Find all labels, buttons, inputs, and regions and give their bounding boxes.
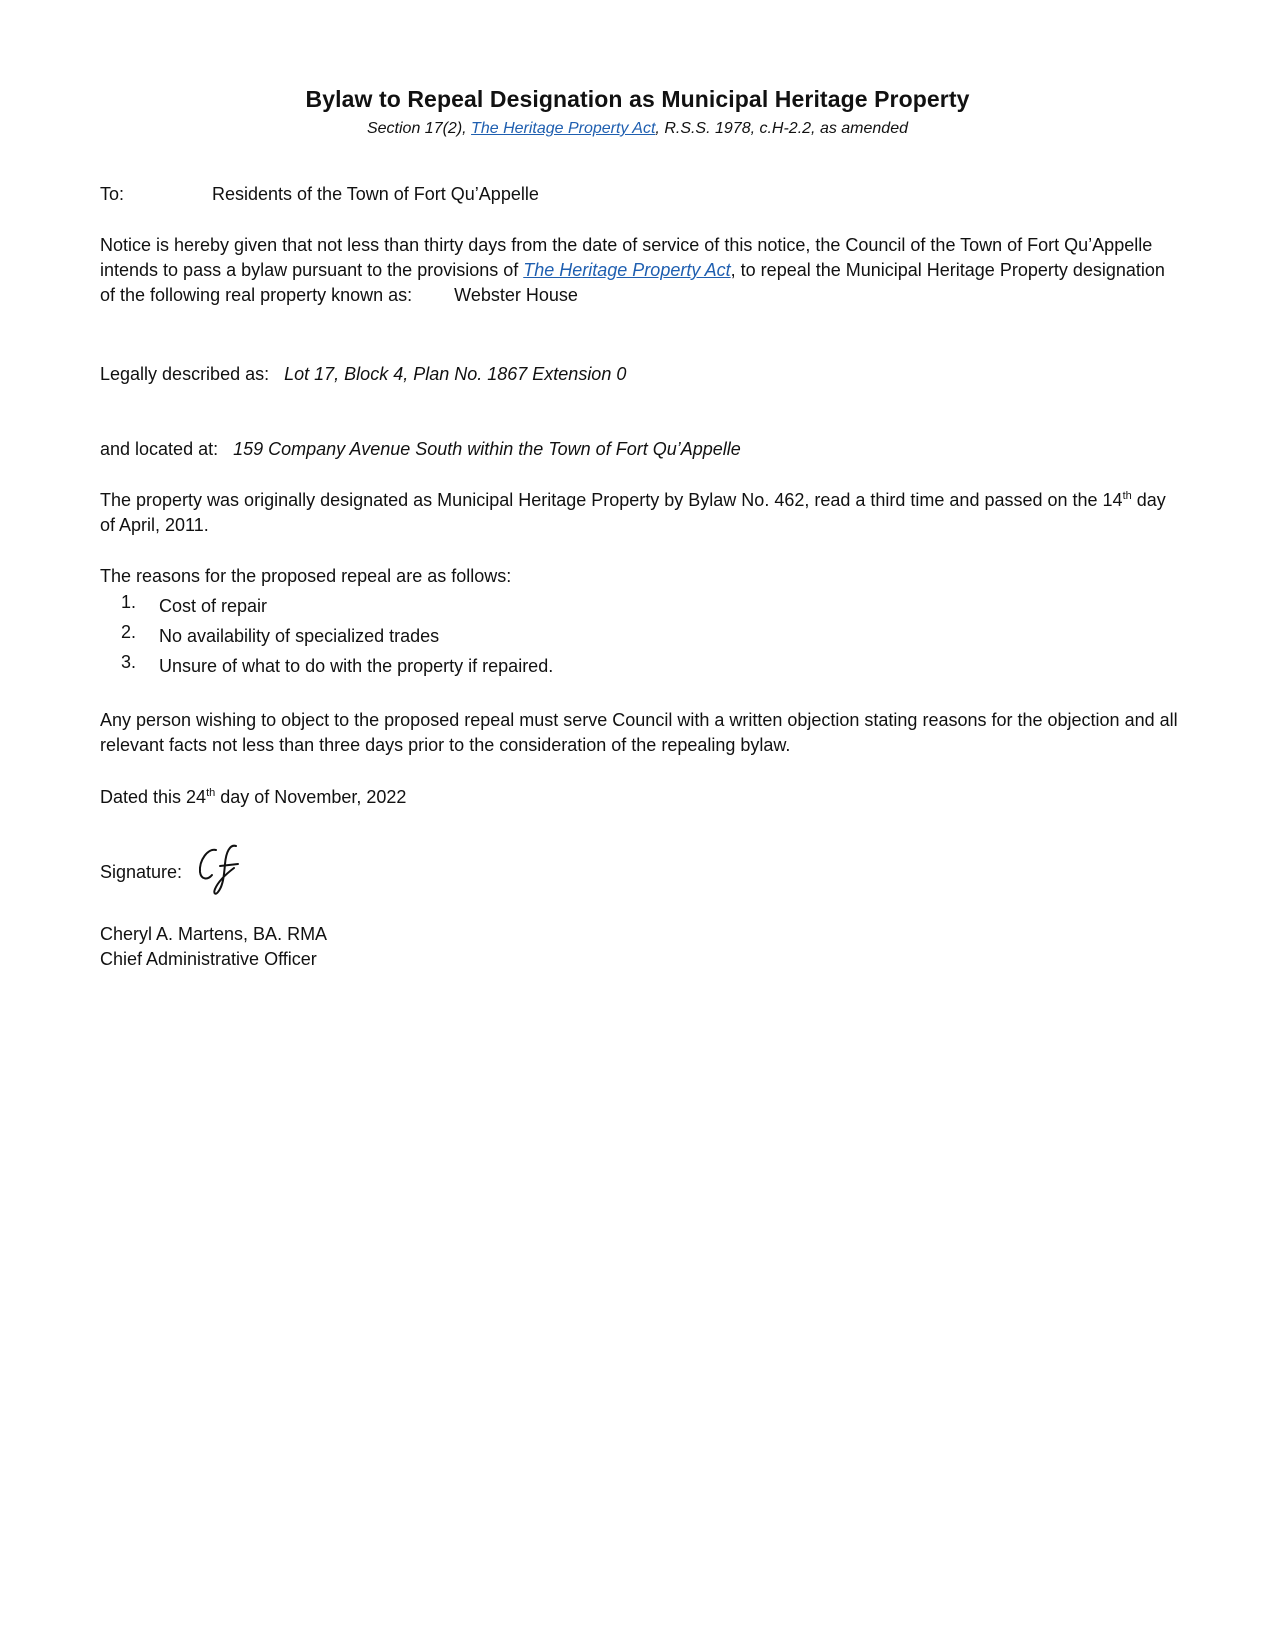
list-item <box>100 591 1100 621</box>
legal-label: Legally described as: <box>100 364 270 384</box>
origin-text-2: day of April, 2011. <box>100 490 1166 535</box>
signer-name: Cheryl A. Martens, BA. RMA <box>100 924 328 944</box>
origin-paragraph <box>100 488 1180 538</box>
legal-value: Lot 17, Block 4, Plan No. 1867 Extension 0 <box>284 364 627 384</box>
list-item <box>100 621 1100 651</box>
signer-block <box>100 922 1180 972</box>
document-subtitle <box>0 120 1275 138</box>
subtitle-prefix: Section 17(2), <box>366 120 472 137</box>
reason-text: Cost of repair <box>159 596 268 616</box>
dated-line <box>100 785 1180 810</box>
reasons-intro: The reasons for the proposed repeal are as follows: <box>100 566 512 586</box>
signature-row <box>100 860 1180 885</box>
document-title: Bylaw to Repeal Designation as Municipal Heritage Property <box>305 86 970 112</box>
reason-text: Unsure of what to do with the property if repaired. <box>159 656 554 676</box>
reason-number: 1. <box>121 592 137 612</box>
addressee-row <box>100 182 1180 207</box>
notice-text-2: , to repeal the Municipal Heritage Property designation of the following real property known as: <box>100 260 1165 305</box>
reason-number: 3. <box>121 652 137 672</box>
legal-description-row <box>100 362 1180 387</box>
to-label: To: <box>100 184 125 204</box>
reason-text: No availability of specialized trades <box>159 626 440 646</box>
origin-text-1: The property was originally designated as Municipal Heritage Property by Bylaw No. 462, read a third time and passed on the 14 <box>100 490 1123 510</box>
subtitle-act-link[interactable]: The Heritage Property Act <box>471 120 656 137</box>
dated-text-1: Dated this 24 <box>100 787 207 807</box>
dated-ordinal: th <box>206 787 216 799</box>
located-label: and located at: <box>100 439 219 459</box>
located-value: 159 Company Avenue South within the Town of Fort Qu’Appelle <box>233 439 741 459</box>
signature-label: Signature: <box>100 862 183 882</box>
dated-text-2: day of November, 2022 <box>215 787 407 807</box>
reason-number: 2. <box>121 622 137 642</box>
reasons-list <box>100 591 1100 681</box>
origin-ordinal: th <box>1122 490 1132 502</box>
objection-paragraph: Any person wishing to object to the proposed repeal must serve Council with a written objection stating reasons for the objection and all relevant facts not less than three days prior to the consideration of the repealing bylaw. <box>100 710 1178 755</box>
to-value: Residents of the Town of Fort Qu’Appelle <box>212 184 539 204</box>
notice-text-1: Notice is hereby given that not less than thirty days from the date of service of this notice, the Council of the Town of Fort Qu’Appelle intends to pass a bylaw pursuant to the provisions of <box>100 235 1153 280</box>
subtitle-suffix: , R.S.S. 1978, c.H-2.2, as amended <box>655 120 908 137</box>
list-item <box>100 651 1100 681</box>
signer-role: Chief Administrative Officer <box>100 949 317 969</box>
location-row <box>100 437 1180 462</box>
notice-paragraph <box>100 233 1180 308</box>
property-name: Webster House <box>454 285 578 305</box>
handwritten-signature <box>196 842 246 896</box>
notice-act-link[interactable]: The Heritage Property Act <box>523 260 731 280</box>
